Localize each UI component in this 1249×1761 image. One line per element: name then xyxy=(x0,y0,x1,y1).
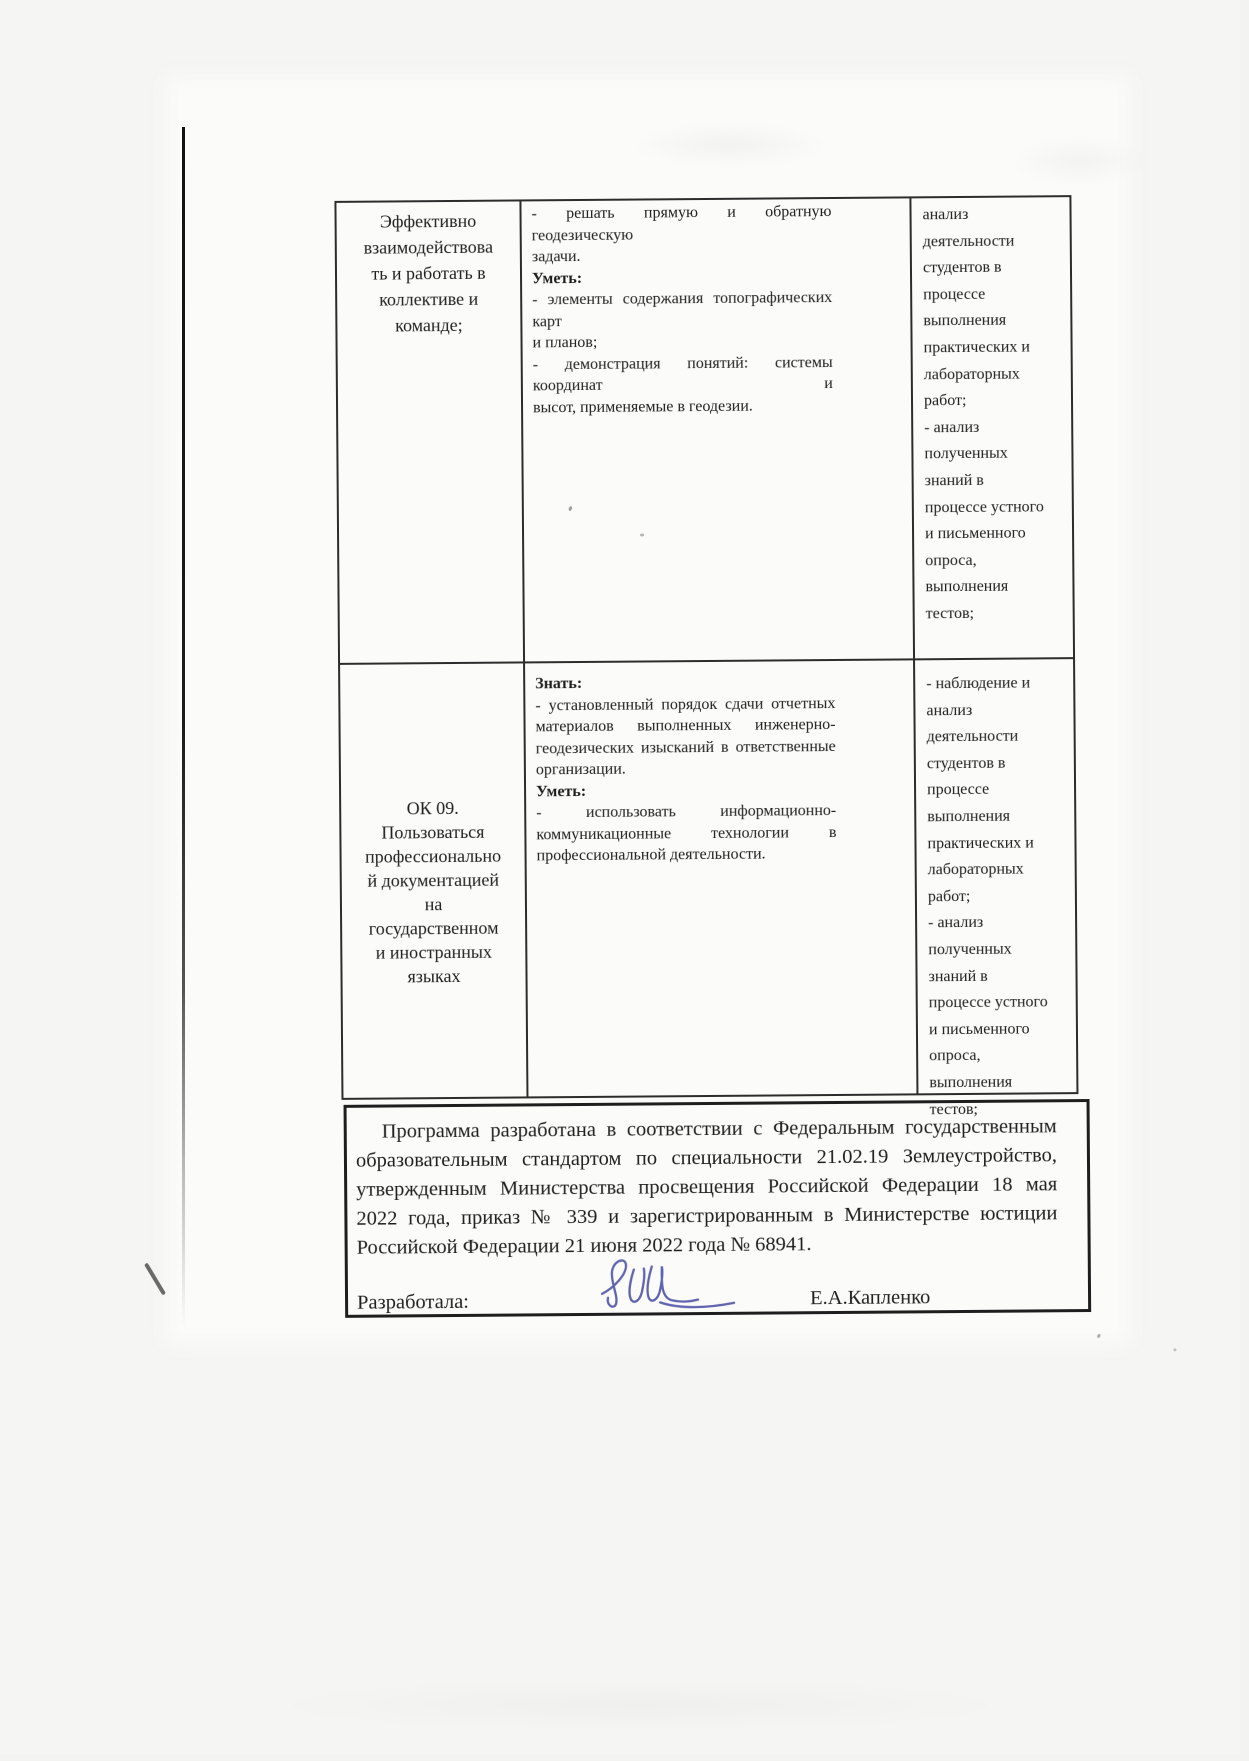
table-cell-competence-row2 xyxy=(340,663,528,1099)
signature-handwriting xyxy=(588,1253,750,1314)
requirement-item: - демонстрация понятий: системы координат и высот, применяемые в геодезии. xyxy=(532,353,833,416)
umet-label: Уметь: xyxy=(535,782,587,800)
competence-text-row2: ОК 09. Пользоваться профессионально й документацией на государственном и иностранных языках xyxy=(365,797,502,987)
umet-label: Уметь: xyxy=(531,269,583,287)
program-statement-paragraph: Программа разработана в соответствии с Федеральным государственным образовательным стандартом по специальности 21.02.19 Землеустройство, утвержденным Министерства просвещения Российской Федерации 18 мая 2022 года, приказ № 339 и зарегистрированным в Министерстве юстиции Российской Федерации 21 июня 2022 года № 68941. xyxy=(355,1115,1058,1259)
developer-name: Е.А.Капленко xyxy=(809,1286,931,1310)
table-cell-assessment-row1 xyxy=(911,197,1075,660)
requirement-item: - решать прямую и обратную геодезическую задачи. xyxy=(531,203,832,266)
scan-speck xyxy=(1097,1333,1102,1338)
assessment-item: анализ деятельности студентов в процессе выполнения практических и лабораторных работ; xyxy=(922,205,1030,410)
znat-label: Знать: xyxy=(535,674,583,693)
requirement-item: - элементы содержания топографических карт и планов; xyxy=(532,289,833,352)
program-statement-box xyxy=(344,1099,1092,1318)
competence-table xyxy=(334,195,1078,1118)
requirement-item: - установленный порядок сдачи отчетных материалов выполненных инженерно- геодезических изысканий в ответственные организации. xyxy=(535,694,836,779)
assessment-item: - анализ полученных знаний в процессе устного и письменного опроса, выполнения тестов; xyxy=(924,418,1044,623)
table-cell-competence-row1 xyxy=(336,201,525,664)
developed-by-label: Разработала: xyxy=(356,1290,470,1314)
competence-text-row1: Эффективно взаимодействова ть и работать в коллективе и команде; xyxy=(363,210,494,336)
table-cell-assessment-row2 xyxy=(915,659,1078,1118)
scan-speck xyxy=(1173,1348,1176,1351)
assessment-item: - анализ полученных знаний в процессе устного и письменного опроса, выполнения тестов; xyxy=(928,914,1048,1118)
assessment-item: - наблюдение и анализ деятельности студентов в процессе выполнения практических и лабораторных работ; xyxy=(926,674,1034,906)
table-cell-requirements-row1 xyxy=(521,198,915,663)
table-cell-requirements-row2 xyxy=(525,660,918,1098)
requirement-item: - использовать информационно- коммуникационные технологии в профессиональной деятельности. xyxy=(536,801,837,865)
